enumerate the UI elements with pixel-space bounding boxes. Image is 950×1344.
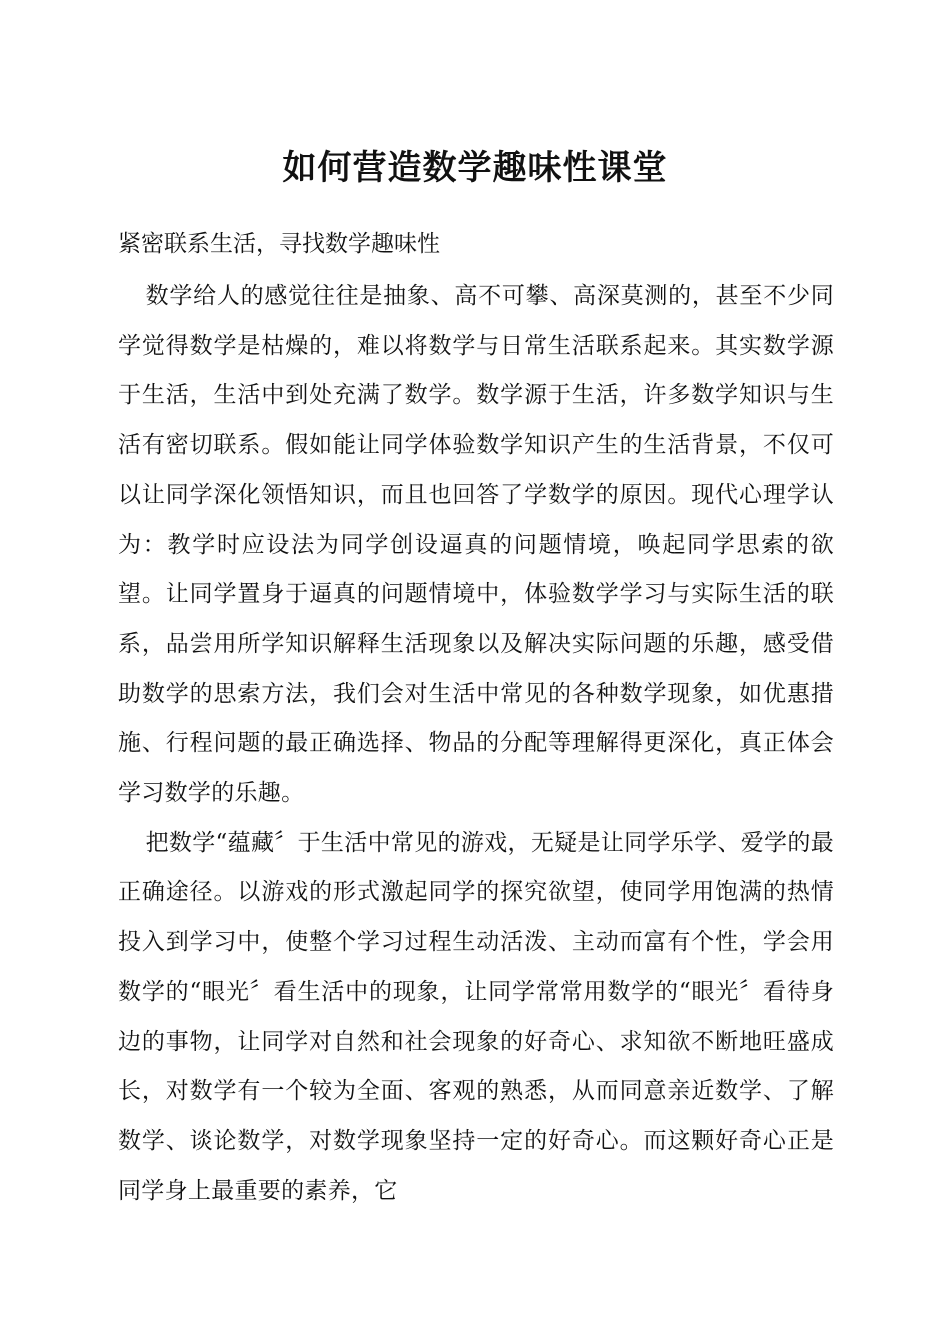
section-subheading: 紧密联系生活，寻找数学趣味性 [118, 231, 440, 257]
paragraph-2: 把数学“蕴藏〞于生活中常见的游戏，无疑是让同学乐学、爱学的最正确途径。以游戏的形式激起同学的探究欲望，使同学用饱满的热情投入到学习中，使整个学习过程生动活泼、主动而富有个性，学会用数学的“眼光〞看生活中的现象，让同学常常用数学的“眼光〞看待身边的事物，让同学对自然和社会现象的好奇心、求知欲不断地旺盛成长，对数学有一个较为全面、客观的熟悉，从而同意亲近数学、了解数学、谈论数学，对数学现象坚持一定的好奇心。而这颗好奇心正是同学身上最重要的素养，它 [118, 829, 834, 1204]
paragraph-1: 数学给人的感觉往往是抽象、高不可攀、高深莫测的，甚至不少同学觉得数学是枯燥的，难以将数学与日常生活联系起来。其实数学源于生活，生活中到处充满了数学。数学源于生活，许多数学知识与生活有密切联系。假如能让同学体验数学知识产生的生活背景，不仅可以让同学深化领悟知识，而且也回答了学数学的原因。现代心理学认为：教学时应设法为同学创设逼真的问题情境，唤起同学思索的欲望。让同学置身于逼真的问题情境中，体验数学学习与实际生活的联系，品尝用所学知识解释生活现象以及解决实际问题的乐趣，感受借助数学的思索方法，我们会对生活中常见的各种数学现象，如优惠措施、行程问题的最正确选择、物品的分配等理解得更深化，真正体会学习数学的乐趣。 [118, 283, 834, 807]
document-body [118, 272, 834, 1216]
document-title: 如何营造数学趣味性课堂 [282, 148, 668, 188]
